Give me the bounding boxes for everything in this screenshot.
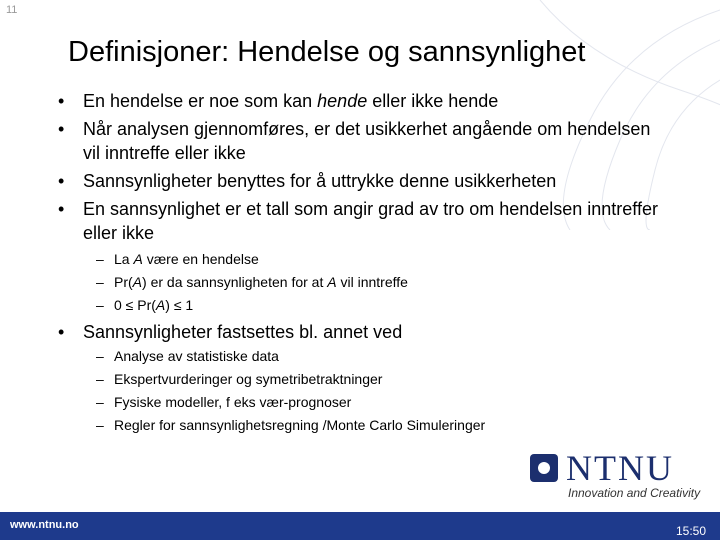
sub-bullet — [96, 271, 596, 294]
bullet-text: Sannsynligheter fastsettes bl. annet ved — [83, 322, 403, 342]
event-symbol: A — [132, 274, 143, 290]
dash-bullet: – — [96, 417, 104, 433]
event-symbol: A — [133, 251, 143, 267]
bullet-probabilities-used — [58, 169, 658, 193]
footer-bar — [0, 512, 720, 540]
slide-title: Definisjoner: Hendelse og sannsynlighet — [68, 36, 586, 68]
sub-bullet — [96, 391, 596, 414]
sub-bullet-text: Ekspertvurderinger og symetribetraktninger — [114, 371, 383, 387]
sub-bullet-text: ) ≤ 1 — [165, 297, 194, 313]
bullet-determined-by — [58, 320, 658, 344]
sub-bullet-text: Analyse av statistiske data — [114, 348, 279, 364]
dash-bullet: – — [96, 297, 104, 313]
sub-bullet-text: La — [114, 251, 134, 267]
bullet-dot: • — [58, 119, 65, 139]
sub-bullet — [96, 248, 596, 271]
bullet-emphasis: hende — [317, 91, 368, 111]
sub-bullet-text: Regler for sannsynlighetsregning /Monte Carlo Simuleringer — [114, 417, 486, 433]
bullet-text: Når analysen gjennomføres, er det usikkerhet angående om hendelsen vil inntreffe eller ikke — [83, 119, 651, 163]
bullet-dot: • — [58, 322, 65, 342]
sub-bullet — [96, 414, 596, 437]
sub-bullet-text: 0 ≤ Pr( — [114, 297, 156, 313]
bullet-text: En hendelse er noe som kan — [83, 91, 318, 111]
sub-bullet-text: ) er da sannsynligheten for at — [142, 274, 328, 290]
dash-bullet: – — [96, 348, 104, 364]
ntnu-logo — [530, 448, 710, 502]
event-symbol: A — [327, 274, 337, 290]
footer-time: 15:50 — [675, 524, 706, 538]
event-symbol: A — [155, 297, 166, 313]
bullet-event-definition — [58, 89, 658, 113]
dash-bullet: – — [96, 274, 104, 290]
bullet-dot: • — [58, 199, 65, 219]
sub-bullet-text: Fysiske modeller, f eks vær-prognoser — [114, 394, 352, 410]
logo-wordmark: NTNU — [566, 448, 674, 488]
sub-bullet-text: vil inntreffe — [336, 274, 408, 290]
slide-number: 11 — [6, 4, 18, 16]
bullet-dot: • — [58, 91, 65, 111]
sub-bullet-text: være en hendelse — [142, 251, 259, 267]
sub-bullet — [96, 345, 596, 368]
bullet-text: En sannsynlighet er et tall som angir grad av tro om hendelsen inntreffer eller ikke — [83, 199, 658, 243]
logo-tagline: Innovation and Creativity — [568, 486, 701, 500]
dash-bullet: – — [96, 394, 104, 410]
bullet-text: Sannsynligheter benyttes for å uttrykke denne usikkerheten — [83, 171, 557, 191]
sub-bullet — [96, 368, 596, 391]
bullet-probability-definition — [58, 197, 658, 245]
bullet-text: eller ikke hende — [367, 91, 499, 111]
sub-bullet — [96, 294, 596, 317]
dash-bullet: – — [96, 251, 104, 267]
dash-bullet: – — [96, 371, 104, 387]
bullet-dot: • — [58, 171, 65, 191]
footer-url[interactable]: www.ntnu.no — [10, 519, 79, 531]
sub-bullet-text: Pr( — [114, 274, 133, 290]
bullet-uncertainty — [58, 117, 658, 165]
logo-mark-icon — [530, 454, 558, 482]
